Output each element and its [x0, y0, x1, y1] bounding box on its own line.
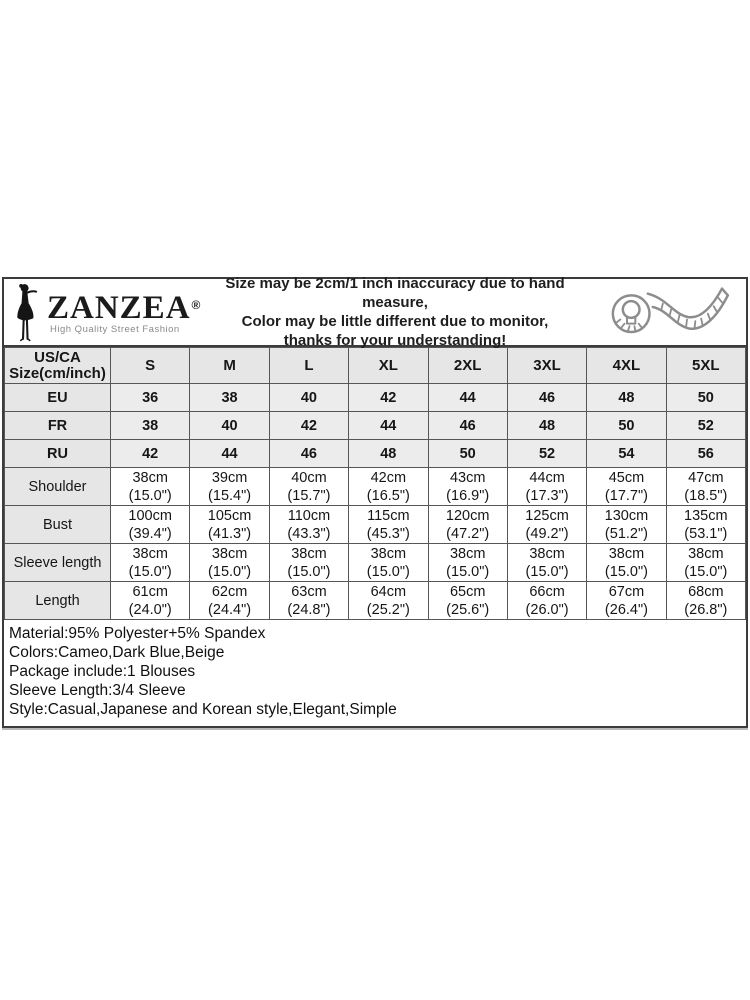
eu-value: 48 — [587, 384, 666, 412]
measurement-inch: (41.3") — [208, 525, 252, 542]
measurement-inch: (49.2") — [525, 525, 569, 542]
measurement-cm: 62cm — [211, 583, 248, 600]
measurement-inch: (18.5") — [684, 487, 728, 504]
measurement-inch: (15.0") — [287, 563, 331, 580]
measurement-inch: (45.3") — [366, 525, 410, 542]
ru-row — [5, 440, 746, 468]
fr-value: 44 — [349, 412, 428, 440]
size-header-row — [5, 348, 746, 384]
measurement-cell — [666, 468, 745, 506]
measurement-cm: 63cm — [291, 583, 327, 600]
row-label: RU — [5, 440, 111, 468]
tape-icon-wrap — [588, 282, 746, 342]
eu-value: 44 — [428, 384, 507, 412]
measurement-inch: (24.8") — [287, 601, 331, 618]
brand-text-block — [47, 290, 201, 335]
measurement-cell — [428, 506, 507, 544]
measurement-cm: 66cm — [529, 583, 565, 600]
eu-row — [5, 384, 746, 412]
eu-value: 42 — [349, 384, 428, 412]
woman-silhouette-icon — [12, 283, 45, 342]
measurement-cm: 44cm — [529, 469, 565, 486]
measurement-cm: 38cm — [211, 545, 248, 562]
measurement-cm: 45cm — [608, 469, 645, 486]
disclaimer-line-2: Color may be little different due to monitor, — [241, 313, 549, 330]
measurement-inch: (53.1") — [684, 525, 728, 542]
measurement-cell — [507, 506, 586, 544]
ru-value: 54 — [587, 440, 666, 468]
measurement-cm: 42cm — [370, 469, 407, 486]
measurement-inch: (26.8") — [684, 601, 728, 618]
row-label: Sleeve length — [5, 544, 111, 582]
ru-value: 42 — [111, 440, 190, 468]
size-col-header: L — [269, 348, 348, 384]
measurement-cell — [349, 506, 428, 544]
measurement-inch: (15.0") — [446, 563, 490, 580]
measurement-cm: 100cm — [128, 507, 172, 524]
eu-value: 50 — [666, 384, 745, 412]
ru-value: 52 — [507, 440, 586, 468]
corner-header-cell — [5, 348, 111, 384]
corner-line-2: Size(cm/inch) — [9, 364, 106, 382]
measurement-cell — [111, 544, 190, 582]
row-label: EU — [5, 384, 111, 412]
measurement-cm: 43cm — [449, 469, 486, 486]
brand-wordmark: ZANZEA — [47, 289, 191, 326]
measurement-inch: (15.0") — [366, 563, 410, 580]
measurement-cell — [269, 544, 348, 582]
measurement-cm: 110cm — [287, 507, 331, 524]
measurement-cell — [587, 582, 666, 620]
size-col-header: M — [190, 348, 269, 384]
measurement-cell — [269, 506, 348, 544]
measurement-cell — [190, 506, 269, 544]
bust-row — [5, 506, 746, 544]
measurement-inch: (26.4") — [604, 601, 648, 618]
measurement-cm: 130cm — [604, 507, 649, 524]
measurement-cell — [269, 582, 348, 620]
fr-row — [5, 412, 746, 440]
shoulder-row — [5, 468, 746, 506]
measurement-inch: (15.0") — [128, 487, 172, 504]
size-col-header: S — [111, 348, 190, 384]
measurement-cm: 38cm — [449, 545, 486, 562]
measurement-inch: (15.0") — [684, 563, 728, 580]
measurement-cell — [507, 582, 586, 620]
measurement-cm: 47cm — [688, 469, 724, 486]
measurement-cm: 115cm — [367, 507, 410, 524]
measurement-cell — [428, 582, 507, 620]
measurement-cell — [428, 468, 507, 506]
measurement-cell — [587, 544, 666, 582]
measurement-inch: (16.5") — [366, 487, 410, 504]
product-details — [4, 620, 746, 726]
measurement-cm: 38cm — [132, 545, 168, 562]
measurement-inch: (17.3") — [525, 487, 569, 504]
eu-value: 40 — [269, 384, 348, 412]
measurement-inch: (15.0") — [208, 563, 252, 580]
measurement-cm: 38cm — [688, 545, 724, 562]
measurement-cell — [111, 506, 190, 544]
measurement-cm: 40cm — [291, 469, 327, 486]
ru-value: 44 — [190, 440, 269, 468]
fr-value: 38 — [111, 412, 190, 440]
measurement-inch: (15.0") — [604, 563, 648, 580]
fr-value: 50 — [587, 412, 666, 440]
measurement-cell — [666, 582, 745, 620]
detail-style: Style:Casual,Japanese and Korean style,Elegant,Simple — [9, 701, 397, 718]
measure-disclaimer — [202, 274, 588, 350]
size-col-header: XL — [349, 348, 428, 384]
detail-material: Material:95% Polyester+5% Spandex — [9, 625, 266, 642]
ru-value: 46 — [269, 440, 348, 468]
size-col-header: 2XL — [428, 348, 507, 384]
detail-package: Package include:1 Blouses — [9, 663, 196, 680]
brand-name — [47, 289, 202, 326]
measuring-tape-icon — [601, 282, 733, 342]
fr-value: 52 — [666, 412, 745, 440]
measurement-cell — [349, 544, 428, 582]
measurement-cm: 38cm — [132, 469, 168, 486]
ru-value: 48 — [349, 440, 428, 468]
measurement-inch: (15.0") — [128, 563, 172, 580]
row-label: FR — [5, 412, 111, 440]
fr-value: 42 — [269, 412, 348, 440]
fr-value: 40 — [190, 412, 269, 440]
measurement-cm: 38cm — [291, 545, 327, 562]
fr-value: 46 — [428, 412, 507, 440]
measurement-inch: (51.2") — [604, 525, 648, 542]
row-label: Shoulder — [5, 468, 111, 506]
measurement-inch: (25.6") — [446, 601, 490, 618]
ru-value: 56 — [666, 440, 745, 468]
measurement-cell — [507, 544, 586, 582]
disclaimer-line-3: thanks for your understanding! — [283, 332, 507, 349]
measurement-cell — [666, 544, 745, 582]
measurement-inch: (24.0") — [128, 601, 172, 618]
measurement-cm: 38cm — [608, 545, 645, 562]
measurement-inch: (15.4") — [208, 487, 252, 504]
header-band — [4, 275, 746, 349]
detail-colors: Colors:Cameo,Dark Blue,Beige — [9, 644, 225, 661]
measurement-cell — [349, 468, 428, 506]
measurement-cm: 68cm — [688, 583, 724, 600]
detail-sleeve-length: Sleeve Length:3/4 Sleeve — [9, 682, 186, 699]
measurement-cell — [111, 468, 190, 506]
eu-value: 36 — [111, 384, 190, 412]
measurement-inch: (15.7") — [287, 487, 331, 504]
measurement-cell — [269, 468, 348, 506]
measurement-cm: 135cm — [684, 507, 728, 524]
eu-value: 46 — [507, 384, 586, 412]
measurement-cell — [190, 468, 269, 506]
measurement-cm: 65cm — [449, 583, 486, 600]
measurement-cell — [428, 544, 507, 582]
size-table — [4, 347, 746, 620]
measurement-cell — [111, 582, 190, 620]
size-col-header: 4XL — [587, 348, 666, 384]
measurement-cell — [190, 582, 269, 620]
measurement-inch: (15.0") — [525, 563, 569, 580]
eu-value: 38 — [190, 384, 269, 412]
measurement-cell — [587, 506, 666, 544]
registered-mark: ® — [191, 297, 202, 312]
measurement-inch: (17.7") — [604, 487, 648, 504]
measurement-cm: 64cm — [370, 583, 407, 600]
measurement-cm: 120cm — [445, 507, 490, 524]
measurement-cm: 38cm — [370, 545, 407, 562]
measurement-cell — [507, 468, 586, 506]
row-label: Length — [5, 582, 111, 620]
fr-value: 48 — [507, 412, 586, 440]
length-row — [5, 582, 746, 620]
brand-logo — [4, 283, 202, 342]
measurement-cell — [349, 582, 428, 620]
measurement-cm: 39cm — [211, 469, 248, 486]
measurement-cm: 61cm — [132, 583, 168, 600]
measurement-cm: 38cm — [529, 545, 565, 562]
measurement-inch: (39.4") — [128, 525, 172, 542]
size-col-header: 3XL — [507, 348, 586, 384]
row-label: Bust — [5, 506, 111, 544]
measurement-cm: 105cm — [207, 507, 252, 524]
measurement-inch: (25.2") — [366, 601, 410, 618]
brand-tagline: High Quality Street Fashion — [50, 323, 180, 335]
sleeve-length-row — [5, 544, 746, 582]
measurement-cell — [666, 506, 745, 544]
ru-value: 50 — [428, 440, 507, 468]
measurement-cell — [587, 468, 666, 506]
measurement-cell — [190, 544, 269, 582]
size-col-header: 5XL — [666, 348, 745, 384]
size-chart-panel — [2, 277, 748, 728]
measurement-inch: (43.3") — [287, 525, 331, 542]
measurement-inch: (47.2") — [446, 525, 490, 542]
measurement-inch: (26.0") — [525, 601, 569, 618]
corner-line-1: US/CA — [34, 348, 81, 366]
measurement-inch: (24.4") — [208, 601, 252, 618]
disclaimer-line-1: Size may be 2cm/1 inch inaccuracy due to hand measure, — [225, 275, 565, 311]
measurement-cm: 125cm — [525, 507, 569, 524]
measurement-cm: 67cm — [608, 583, 645, 600]
measurement-inch: (16.9") — [446, 487, 490, 504]
